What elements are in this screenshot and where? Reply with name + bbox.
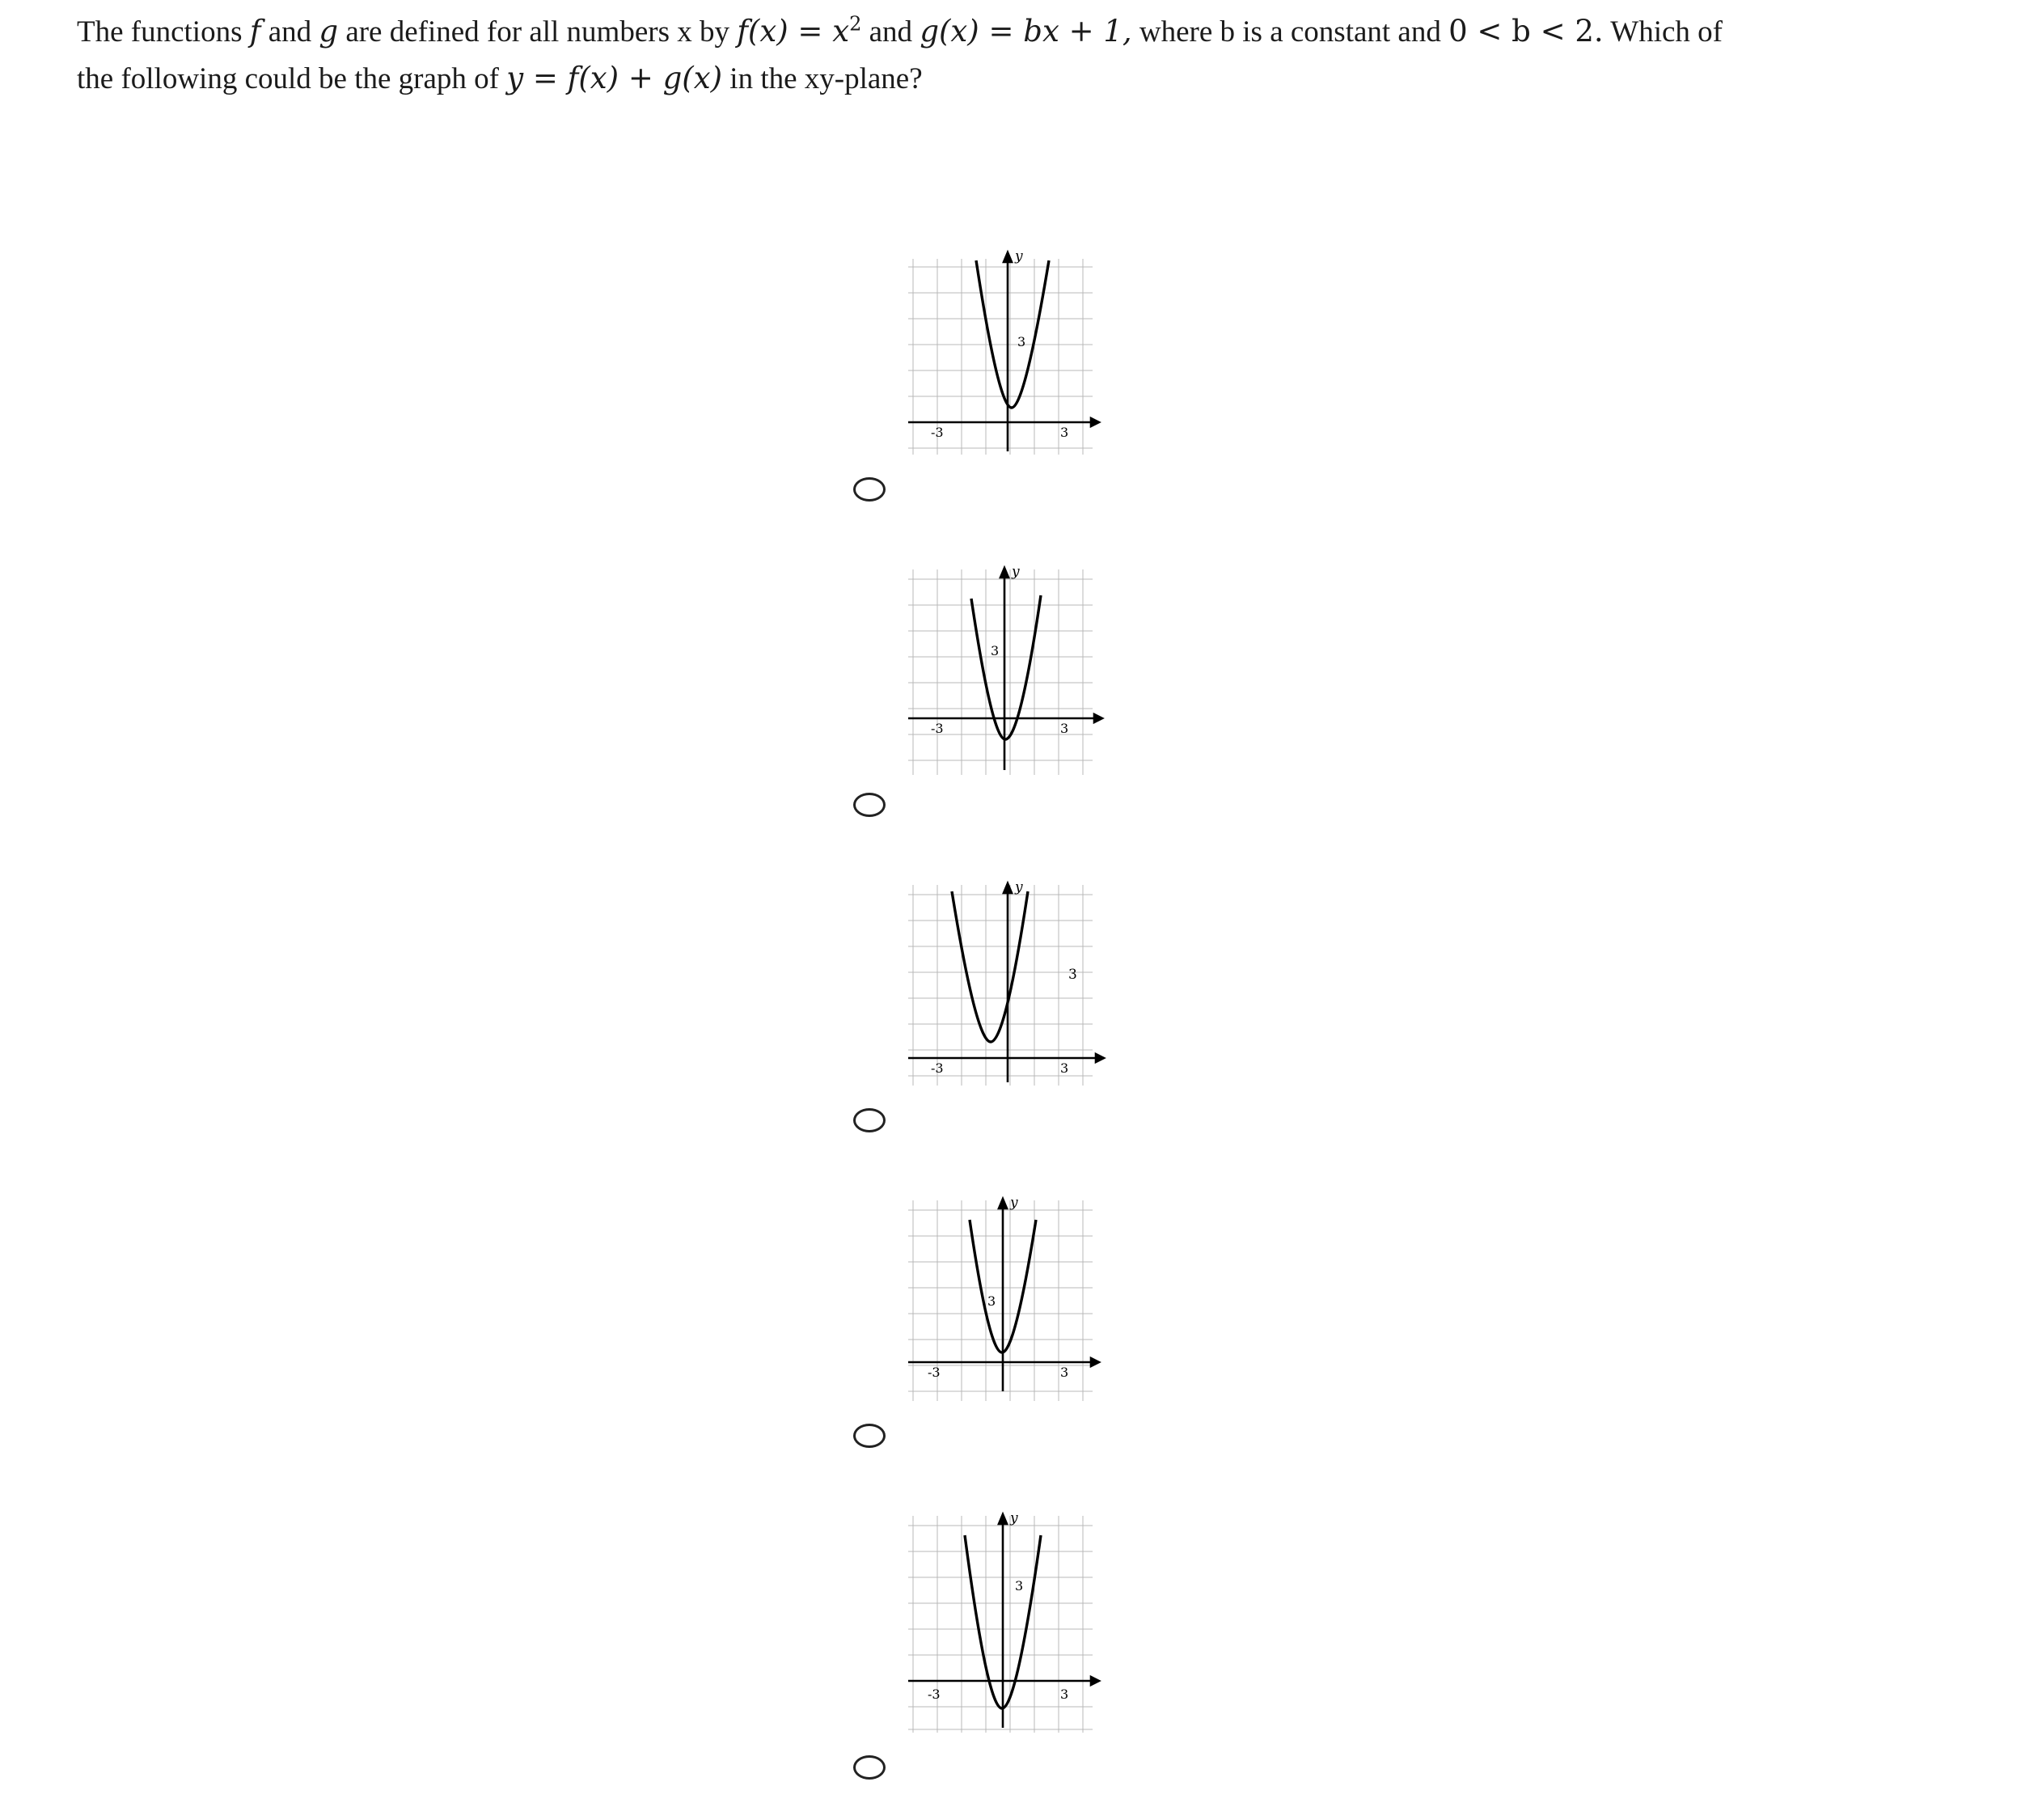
graph-choice-d: [902, 1189, 1112, 1416]
y-axis-label-c: y: [1015, 879, 1023, 895]
question-line1-part1: The functions: [77, 15, 250, 49]
radio-choice-e[interactable]: [853, 1755, 886, 1780]
x-right-label-e: 3: [1060, 1687, 1069, 1702]
question-line2-part1: the following could be the graph of: [77, 62, 507, 96]
x-left-label-c: -3: [931, 1060, 944, 1076]
list-item[interactable]: [0, 1505, 2021, 1820]
y-tick-label-c: 3: [1068, 967, 1077, 983]
graph-choice-b: [902, 558, 1112, 785]
x-right-label-c: 3: [1060, 1060, 1069, 1076]
x-right-label-d: 3: [1060, 1365, 1069, 1380]
parabola-curve-a: [976, 260, 1049, 408]
function-g-symbol: g: [319, 14, 339, 49]
graph-choice-e: [902, 1505, 1112, 1731]
list-item[interactable]: [0, 874, 2021, 1189]
x-left-label-b: -3: [931, 721, 944, 736]
radio-choice-a[interactable]: [853, 477, 886, 502]
x-left-label-d: -3: [928, 1365, 941, 1380]
y-axis-label-a: y: [1015, 248, 1023, 265]
parabola-curve-c: [952, 891, 1028, 1042]
x-right-label-a: 3: [1060, 425, 1069, 440]
fx-definition: f(x) = x: [737, 14, 850, 49]
question-line1-part4: and: [861, 15, 920, 49]
list-item[interactable]: [0, 558, 2021, 874]
y-axis-label-b: y: [1012, 564, 1020, 580]
question-line1-part3: are defined for all numbers x by: [338, 15, 738, 49]
graph-choice-c: [902, 874, 1112, 1100]
question-line1-part6: Which of: [1603, 15, 1723, 49]
gx-definition: g(x) = bx + 1,: [920, 14, 1132, 49]
function-f-symbol: f: [249, 14, 261, 49]
y-tick-label-e: 3: [1015, 1578, 1024, 1594]
radio-choice-d[interactable]: [853, 1424, 886, 1448]
graph-choice-a: [902, 243, 1112, 469]
y-axis-label-d: y: [1010, 1195, 1018, 1211]
y-tick-label-b: 3: [991, 643, 1000, 658]
x-left-label-e: -3: [928, 1687, 941, 1702]
b-inequality: 0 < b < 2.: [1448, 14, 1604, 49]
list-item[interactable]: [0, 1189, 2021, 1505]
answer-choices-list: [0, 243, 2021, 1820]
x-left-label-a: -3: [931, 425, 944, 440]
y-tick-label-a: 3: [1017, 334, 1026, 349]
y-tick-label-d: 3: [987, 1293, 996, 1309]
question-line1-part2: and: [260, 15, 319, 49]
question-text: [77, 8, 1969, 103]
fx-exponent: 2: [849, 12, 862, 36]
list-item[interactable]: [0, 243, 2021, 558]
x-right-label-b: 3: [1060, 721, 1069, 736]
y-equation: y = f(x) + g(x): [506, 61, 723, 96]
radio-choice-b[interactable]: [853, 793, 886, 817]
question-line1-part5: where b is a constant and: [1131, 15, 1449, 49]
question-line2-part2: in the xy-plane?: [722, 62, 923, 96]
y-axis-label-e: y: [1010, 1510, 1018, 1526]
radio-choice-c[interactable]: [853, 1108, 886, 1132]
